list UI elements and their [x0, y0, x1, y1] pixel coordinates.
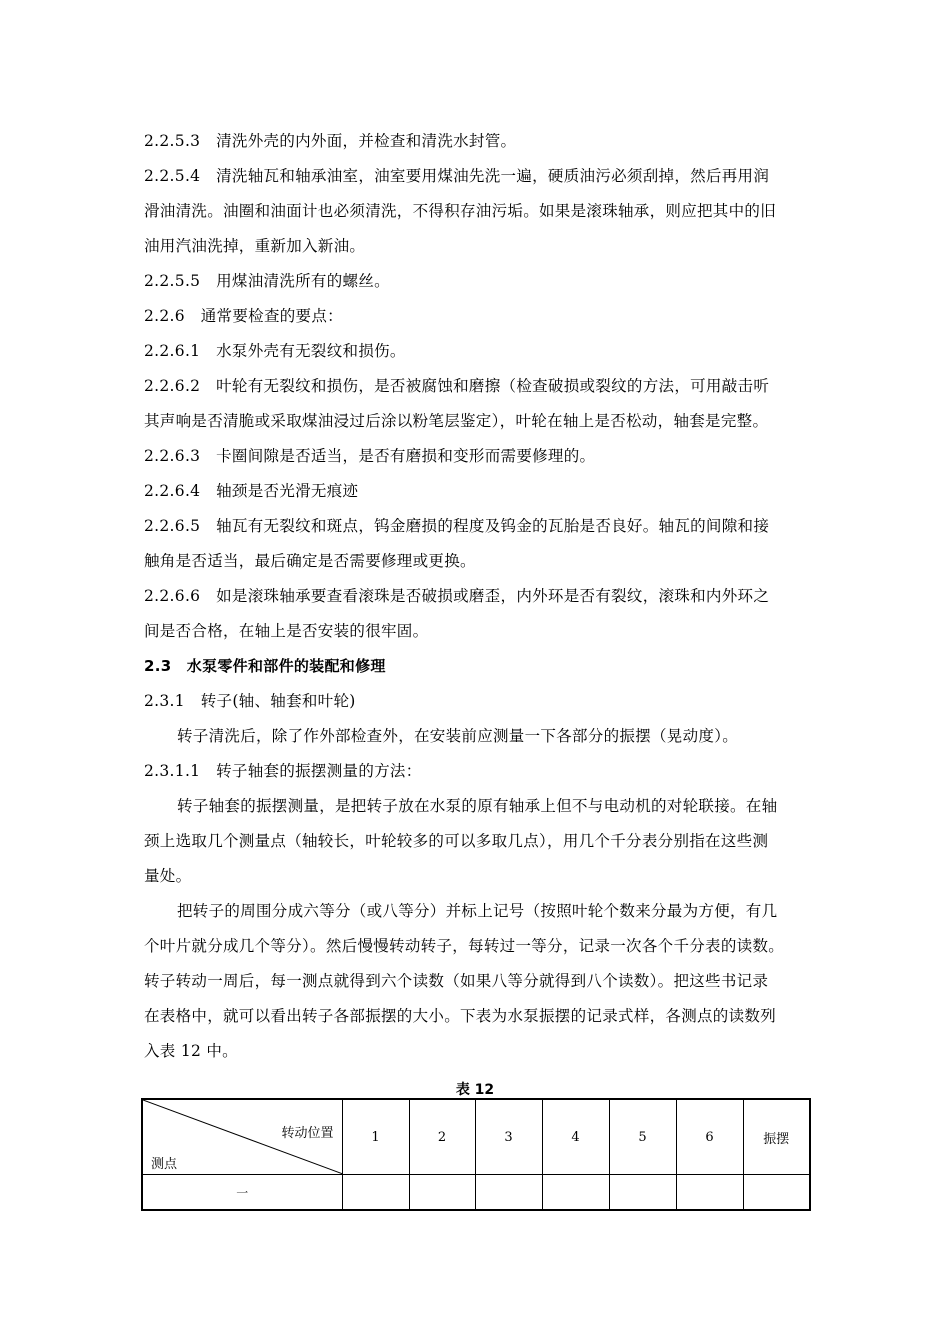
- column-header: 6: [676, 1099, 743, 1175]
- table-cell: [743, 1175, 810, 1211]
- paragraph: 2.2.6.4 轴颈是否光滑无痕迹: [144, 482, 359, 500]
- paragraph: 2.2.5.3 清洗外壳的内外面，并检查和清洗水封管。: [144, 132, 517, 150]
- paragraph: 转子转动一周后，每一测点就得到六个读数（如果八等分就得到八个读数）。把这些书记录: [144, 972, 769, 990]
- table-row: [142, 1175, 810, 1211]
- row-label: 一: [142, 1175, 342, 1211]
- column-header: 振摆: [743, 1099, 810, 1175]
- paragraph: 2.2.6.1 水泵外壳有无裂纹和损伤。: [144, 342, 406, 360]
- paragraph: 量处。: [144, 867, 192, 885]
- paragraph: 转子轴套的振摆测量，是把转子放在水泵的原有轴承上但不与电动机的对轮联接。在轴: [177, 797, 778, 815]
- header-rotation-position: 转动位置: [281, 1126, 334, 1141]
- paragraph: 2.3.1 转子(轴、轴套和叶轮): [144, 692, 356, 710]
- section-heading: 2.3 水泵零件和部件的装配和修理: [144, 657, 386, 675]
- paragraph: 其声响是否清脆或采取煤油浸过后涂以粉笔层鉴定），叶轮在轴上是否松动，轴套是完整。: [144, 412, 769, 430]
- paragraph: 2.2.6.2 叶轮有无裂纹和损伤，是否被腐蚀和磨擦（检查破损或裂纹的方法，可用敲击听: [144, 377, 770, 395]
- table-cell: [609, 1175, 676, 1211]
- column-header: 4: [542, 1099, 609, 1175]
- table-cell: [342, 1175, 409, 1211]
- table-caption: 表 12: [455, 1082, 495, 1098]
- table-cell: [676, 1175, 743, 1211]
- vibration-record-table: [141, 1098, 811, 1211]
- table-cell: [475, 1175, 542, 1211]
- paragraph: 2.2.5.4 清洗轴瓦和轴承油室，油室要用煤油先洗一遍，硬质油污必须刮掉，然后再用润: [144, 167, 770, 185]
- paragraph: 滑油清洗。油圈和油面计也必须清洗，不得积存油污垢。如果是滚珠轴承，则应把其中的旧: [144, 202, 777, 220]
- column-header: 2: [409, 1099, 475, 1175]
- paragraph: 转子清洗后，除了作外部检查外，在安装前应测量一下各部分的振摆（晃动度）。: [177, 727, 739, 745]
- paragraph: 2.2.5.5 用煤油清洗所有的螺丝。: [144, 272, 390, 290]
- table-header-row: [142, 1099, 810, 1175]
- paragraph: 颈上选取几个测量点（轴较长，叶轮较多的可以多取几点），用几个千分表分别指在这些测: [144, 832, 769, 850]
- column-header: 1: [342, 1099, 409, 1175]
- paragraph: 入表 12 中。: [144, 1042, 238, 1060]
- paragraph: 2.3.1.1 转子轴套的振摆测量的方法：: [144, 762, 422, 780]
- paragraph: 2.2.6.6 如是滚珠轴承要查看滚珠是否破损或磨歪，内外环是否有裂纹，滚珠和内外环之: [144, 587, 770, 605]
- paragraph: 2.2.6.3 卡圈间隙是否适当，是否有磨损和变形而需要修理的。: [144, 447, 596, 465]
- column-header: 5: [609, 1099, 676, 1175]
- paragraph: 间是否合格，在轴上是否安装的很牢固。: [144, 622, 429, 640]
- header-measure-point: 测点: [151, 1157, 178, 1172]
- table-cell: [542, 1175, 609, 1211]
- paragraph: 2.2.6 通常要检查的要点：: [144, 307, 343, 325]
- paragraph: 2.2.6.5 轴瓦有无裂纹和斑点，钨金磨损的程度及钨金的瓦胎是否良好。轴瓦的间隙和接: [144, 517, 770, 535]
- table-cell: [409, 1175, 475, 1211]
- paragraph: 个叶片就分成几个等分）。然后慢慢转动转子，每转过一等分，记录一次各个千分表的读数。: [144, 937, 785, 955]
- column-header: 3: [475, 1099, 542, 1175]
- paragraph: 把转子的周围分成六等分（或八等分）并标上记号（按照叶轮个数来分最为方便，有几: [177, 902, 778, 920]
- paragraph: 在表格中，就可以看出转子各部振摆的大小。下表为水泵振摆的记录式样，各测点的读数列: [144, 1007, 777, 1025]
- paragraph: 触角是否适当，最后确定是否需要修理或更换。: [144, 552, 476, 570]
- paragraph: 油用汽油洗掉，重新加入新油。: [144, 237, 366, 255]
- table-corner-cell: [142, 1099, 342, 1175]
